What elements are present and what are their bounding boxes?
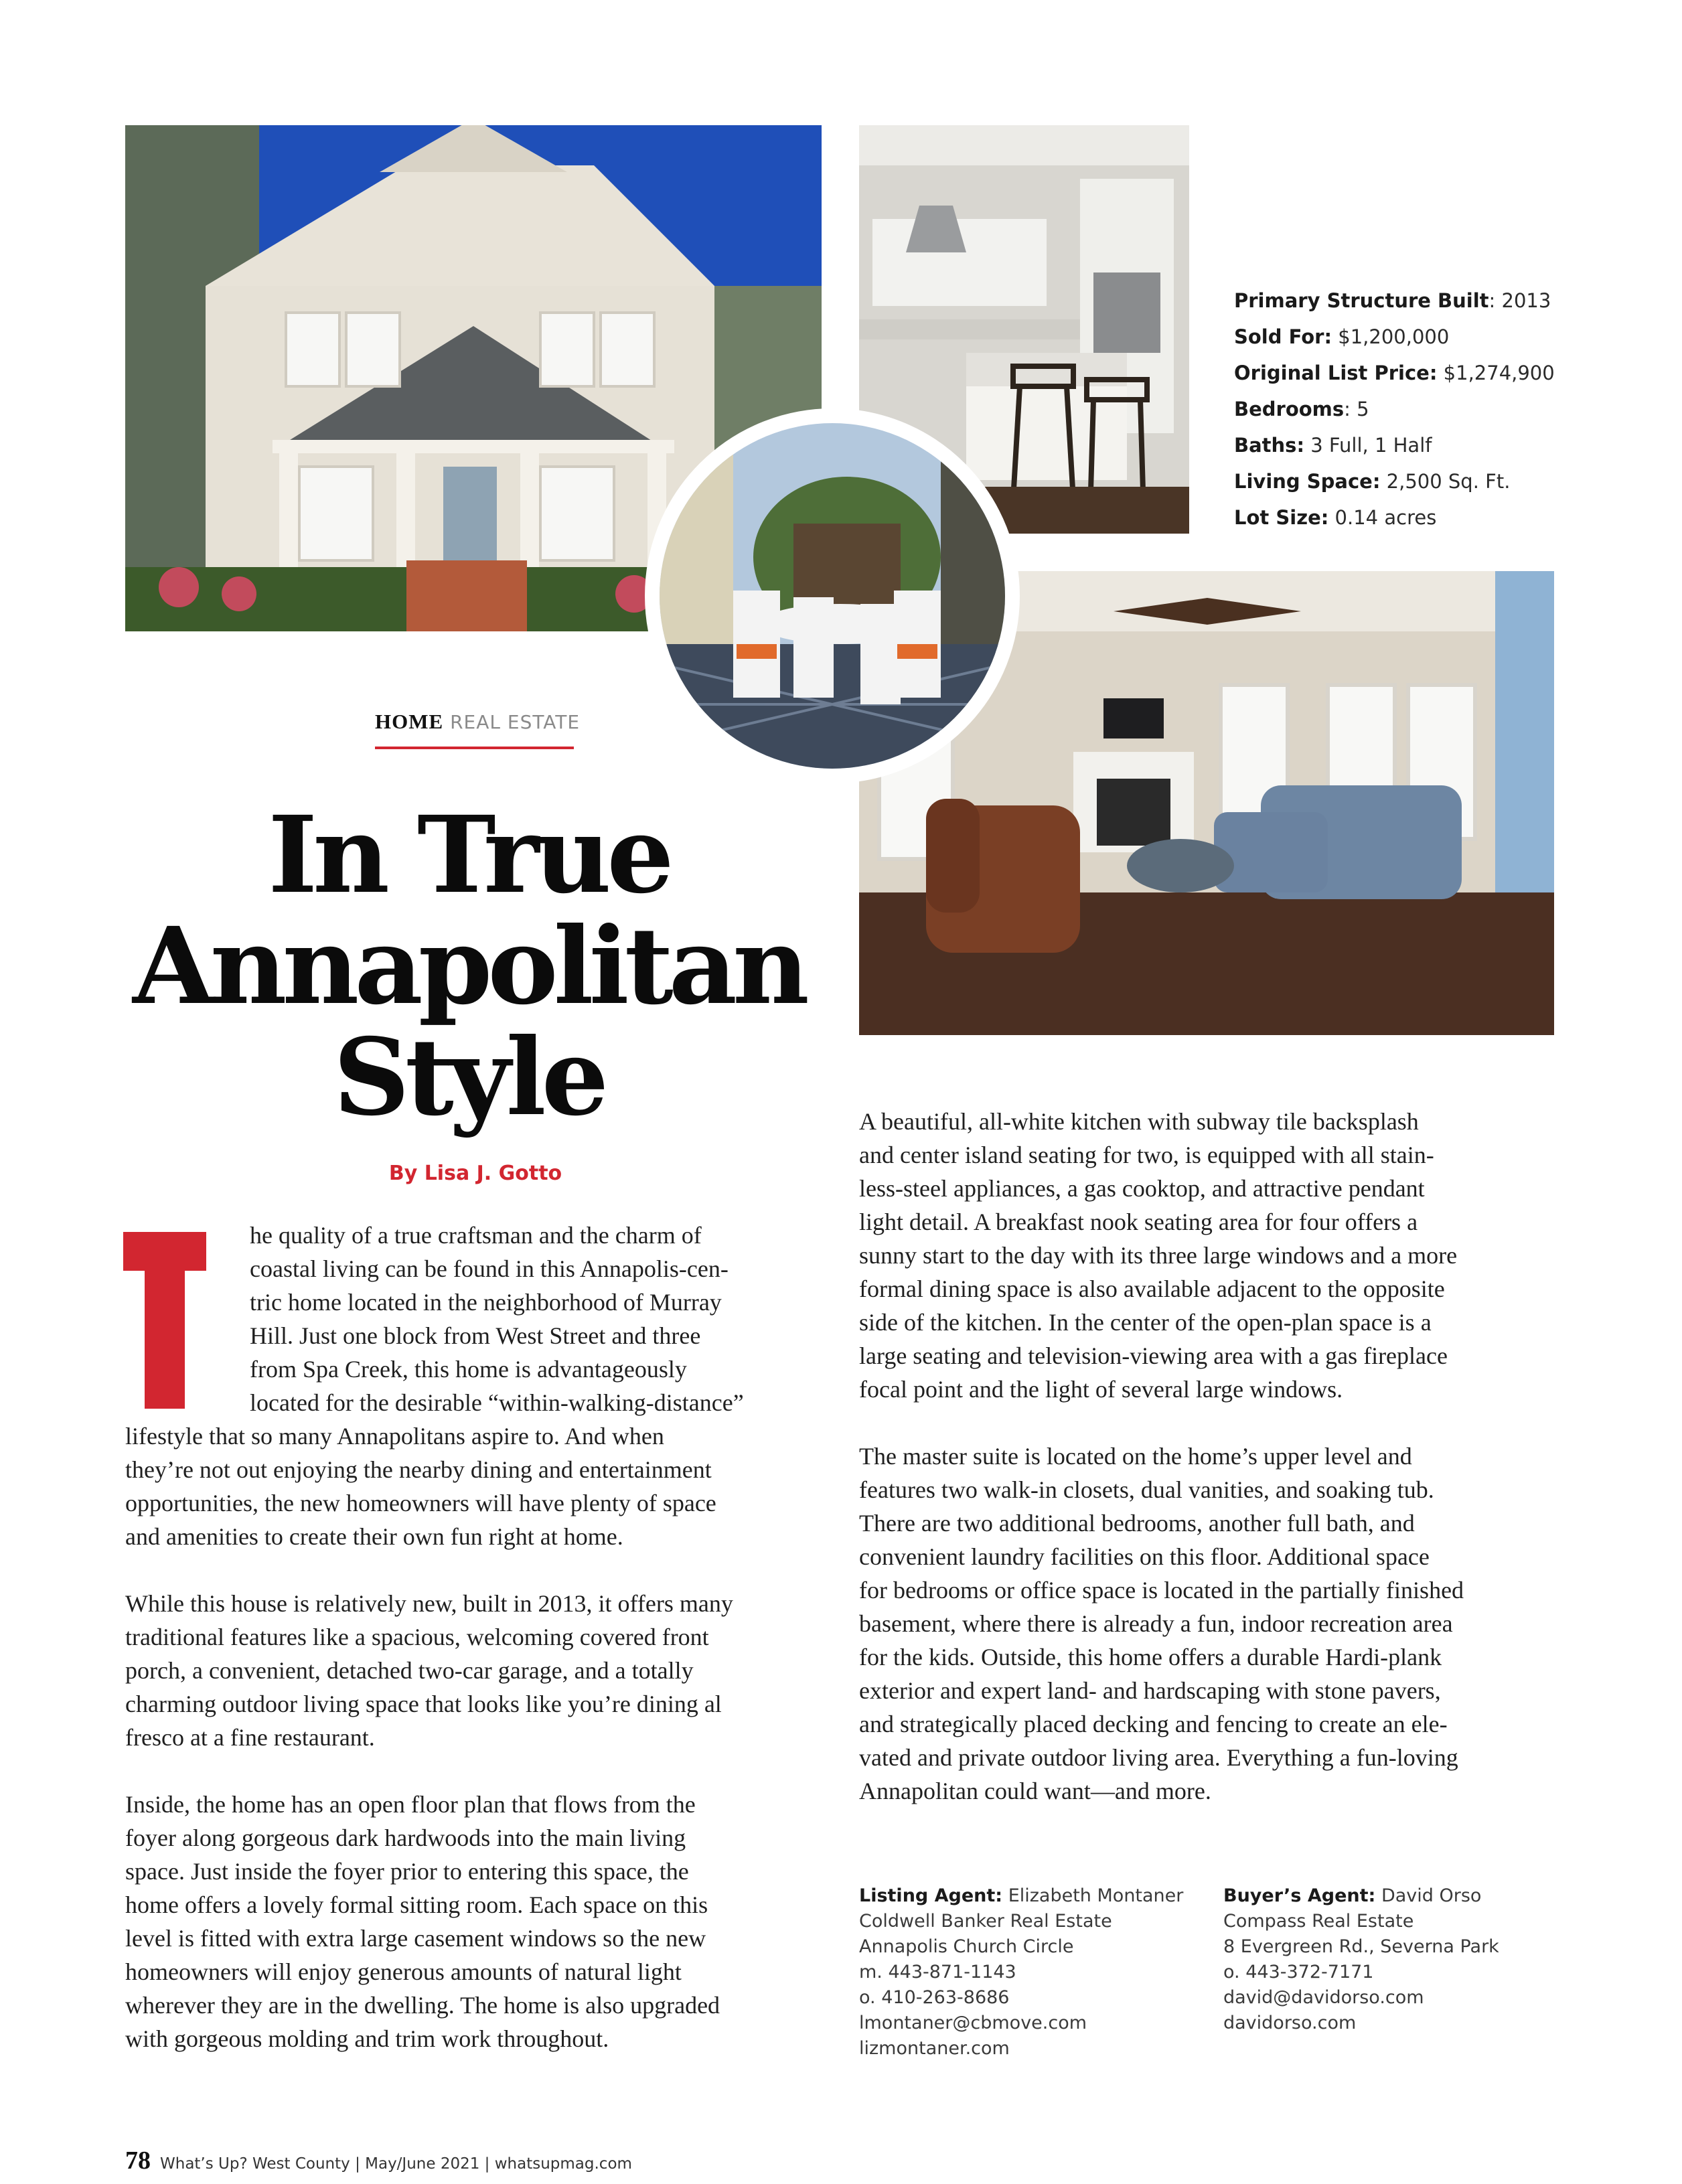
paragraph-gap [125, 1754, 822, 1788]
listing-agent-block [859, 1883, 1194, 2061]
text-line: and amenities to create their own fun right at home. [125, 1523, 623, 1550]
text-line: and center island seating for two, is equipped with all stain- [859, 1142, 1434, 1168]
text-line: level is fitted with extra large casement windows so the new [125, 1925, 706, 1952]
text-line: While this house is relatively new, built in 2013, it offers many [125, 1590, 733, 1617]
paragraph-gap [125, 1553, 822, 1587]
fact-sold-for: Sold For: $1,200,000 [1234, 325, 1450, 348]
text-line: vated and private outdoor living area. Everything a fun-loving [859, 1744, 1458, 1771]
listing-agent-mobile: m. 443-871-1143 [859, 1962, 1016, 1982]
fact-year-built: Primary Structure Built: 2013 [1234, 289, 1551, 312]
text-line: for the kids. Outside, this home offers a durable Hardi-plank [859, 1644, 1442, 1670]
fact-list-price: Original List Price: $1,274,900 [1234, 362, 1555, 384]
text-line: Hill. Just one block from West Street and three [250, 1322, 701, 1349]
kicker-topic: REAL ESTATE [443, 711, 581, 733]
text-line: foyer along gorgeous dark hardwoods into the main living [125, 1824, 686, 1851]
text-line: sunny start to the day with its three large windows and a more [859, 1242, 1458, 1269]
title-line: In True [268, 793, 670, 917]
buyers-agent-address: 8 Evergreen Rd., Severna Park [1223, 1936, 1499, 1957]
listing-agent-email: lmontaner@cbmove.com [859, 2013, 1087, 2033]
buyers-agent-company: Compass Real Estate [1223, 1911, 1414, 1932]
section-kicker [375, 710, 581, 734]
text-line: The master suite is located on the home’s upper level and [859, 1443, 1412, 1470]
buyers-agent-block [1223, 1883, 1558, 2036]
listing-agent-phone: o. 410-263-8686 [859, 1987, 1010, 2008]
text-line: tric home located in the neighborhood of Murray [250, 1289, 722, 1316]
body-column-left [125, 1219, 822, 2055]
text-line: basement, where there is already a fun, indoor recreation area [859, 1610, 1453, 1637]
text-line: they’re not out enjoying the nearby dining and entertainment [125, 1456, 712, 1483]
fact-lot-size: Lot Size: 0.14 acres [1234, 506, 1437, 529]
buyers-agent-website: davidorso.com [1223, 2013, 1357, 2033]
page-title [121, 793, 817, 1140]
fact-living-space: Living Space: 2,500 Sq. Ft. [1234, 470, 1511, 493]
title-line: Annapolitan [133, 905, 805, 1028]
page-number: 78 [125, 2147, 151, 2175]
paragraph-gap [859, 1406, 1555, 1439]
text-line: charming outdoor living space that looks like you’re dining al [125, 1691, 722, 1717]
text-line: Annapolitan could want—and more. [859, 1778, 1211, 1804]
text-line: space. Just inside the foyer prior to entering this space, the [125, 1858, 689, 1885]
buyers-agent-phone: o. 443-372-7171 [1223, 1962, 1374, 1982]
buyers-agent-heading: Buyer’s Agent: David Orso [1223, 1885, 1482, 1906]
text-line: from Spa Creek, this home is advantageously [250, 1356, 687, 1383]
page-footer [125, 2146, 632, 2175]
listing-agent-heading: Listing Agent: Elizabeth Montaner [859, 1885, 1184, 1906]
patio-photo [645, 408, 1020, 783]
byline: By Lisa J. Gotto [388, 1162, 562, 1185]
listing-agent-website: lizmontaner.com [859, 2038, 1010, 2059]
text-line: A beautiful, all-white kitchen with subway tile backsplash [859, 1108, 1419, 1135]
text-line: Inside, the home has an open floor plan that flows from the [125, 1791, 696, 1818]
property-facts [1234, 283, 1609, 536]
text-line: home offers a lovely formal sitting room. Each space on this [125, 1891, 708, 1918]
text-line: coastal living can be found in this Annapolis-cen- [250, 1255, 729, 1282]
text-line: wherever they are in the dwelling. The home is also upgraded [125, 1992, 720, 2019]
text-line: fresco at a fine restaurant. [125, 1724, 375, 1751]
fact-bedrooms: Bedrooms: 5 [1234, 398, 1369, 420]
text-line: homeowners will enjoy generous amounts of natural light [125, 1958, 682, 1985]
kicker-section: HOME [375, 710, 444, 733]
text-line: formal dining space is also available adjacent to the opposite [859, 1275, 1445, 1302]
text-line: for bedrooms or office space is located in the partially finished [859, 1577, 1464, 1604]
text-line: and strategically placed decking and fencing to create an ele- [859, 1711, 1448, 1737]
listing-agent-office: Annapolis Church Circle [859, 1936, 1074, 1957]
text-line: lifestyle that so many Annapolitans aspire to. And when [125, 1423, 664, 1450]
footer-publication: What’s Up? West County | May/June 2021 | whatsupmag.com [160, 2155, 632, 2173]
text-line: There are two additional bedrooms, another full bath, and [859, 1510, 1415, 1537]
text-line: located for the desirable “within-walking-distance” [250, 1389, 744, 1416]
body-column-right [859, 1105, 1555, 1808]
text-line: focal point and the light of several large windows. [859, 1376, 1343, 1403]
text-line: side of the kitchen. In the center of the open-plan space is a [859, 1309, 1432, 1336]
title-line: Style [333, 1016, 605, 1140]
text-line: exterior and expert land- and hardscaping with stone pavers, [859, 1677, 1441, 1704]
text-line: light detail. A breakfast nook seating area for four offers a [859, 1208, 1418, 1235]
kicker-underline [375, 747, 574, 749]
buyers-agent-email: david@davidorso.com [1223, 1987, 1424, 2008]
text-line: porch, a convenient, detached two-car garage, and a totally [125, 1657, 694, 1684]
text-line: traditional features like a spacious, welcoming covered front [125, 1624, 709, 1650]
text-line: features two walk-in closets, dual vanities, and soaking tub. [859, 1476, 1434, 1503]
listing-agent-company: Coldwell Banker Real Estate [859, 1911, 1112, 1932]
text-line: large seating and television-viewing area with a gas fireplace [859, 1342, 1448, 1369]
fact-baths: Baths: 3 Full, 1 Half [1234, 434, 1432, 457]
text-line: opportunities, the new homeowners will have plenty of space [125, 1490, 716, 1516]
text-line: less-steel appliances, a gas cooktop, and attractive pendant [859, 1175, 1425, 1202]
text-line: convenient laundry facilities on this floor. Additional space [859, 1543, 1430, 1570]
text-line: he quality of a true craftsman and the charm of [250, 1222, 702, 1249]
text-line: with gorgeous molding and trim work throughout. [125, 2025, 609, 2052]
